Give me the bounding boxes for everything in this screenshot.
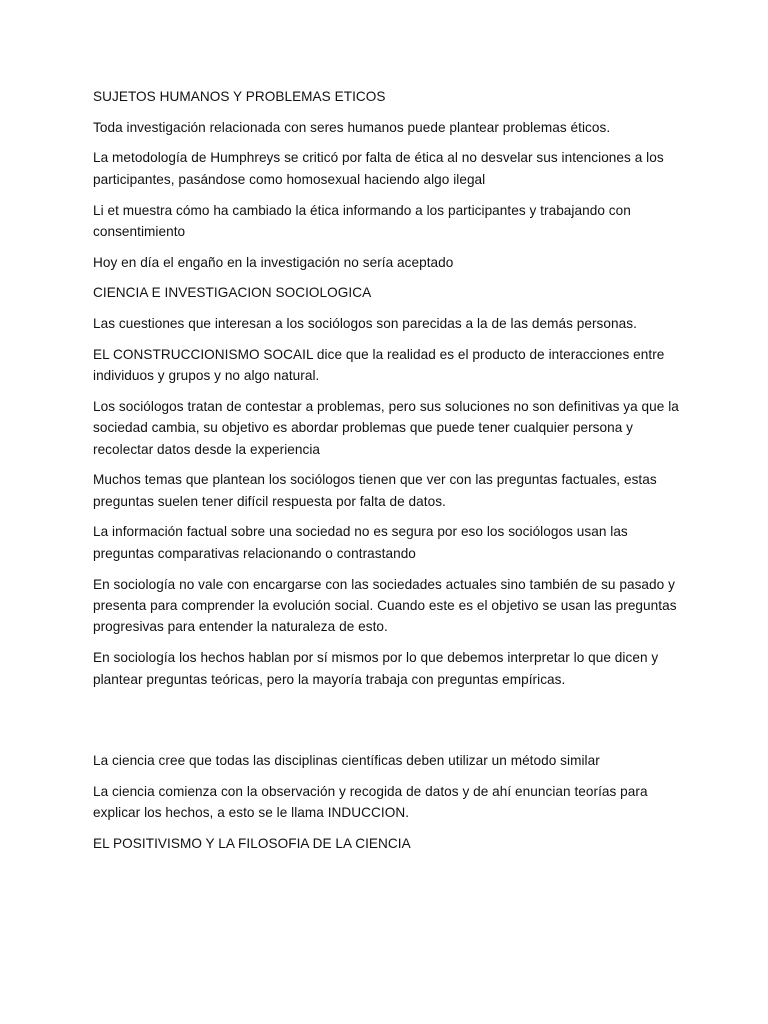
paragraph: Toda investigación relacionada con seres humanos puede plantear problemas éticos. xyxy=(93,119,611,135)
paragraph: Li et muestra cómo ha cambiado la ética informando a los participantes y trabajando con consentimiento xyxy=(93,202,631,239)
paragraph: EL CONSTRUCCIONISMO SOCAIL dice que la realidad es el producto de interacciones entre individuos y grupos y no algo natural. xyxy=(93,346,665,384)
heading-positivismo: EL POSITIVISMO Y LA FILOSOFIA DE LA CIENCIA xyxy=(93,835,411,851)
paragraph: Hoy en día el engaño en la investigación no sería aceptado xyxy=(93,254,454,270)
paragraph: La metodología de Humphreys se criticó por falta de ética al no desvelar sus intenciones a los participantes, pasándose como homosexual haciendo algo ilegal xyxy=(93,150,664,187)
paragraph: En sociología los hechos hablan por sí mismos por lo que debemos interpretar lo que dicen y plantear preguntas teóricas, pero la mayoría trabaja con preguntas empíricas. xyxy=(93,650,659,687)
heading-sujetos-humanos: SUJETOS HUMANOS Y PROBLEMAS ETICOS xyxy=(93,89,386,104)
paragraph: Los sociólogos tratan de contestar a problemas, pero sus soluciones no son definitivas ya que la sociedad cambia, su objetivo es abordar problemas que puede tener cualquier persona y recolectar datos desde la experiencia xyxy=(93,398,679,457)
paragraph: En sociología no vale con encargarse con las sociedades actuales sino también de su pasado y presenta para comprender la evolución social. Cuando este es el objetivo se usan las preguntas progresivas para entender la naturaleza de esto. xyxy=(93,576,677,635)
paragraph: La información factual sobre una sociedad no es segura por eso los sociólogos usan las preguntas comparativas relacionando o contrastando xyxy=(93,524,628,561)
heading-ciencia-investigacion: CIENCIA E INVESTIGACION SOCIOLOGICA xyxy=(93,285,372,301)
document-body xyxy=(93,86,683,863)
paragraph: La ciencia cree que todas las disciplinas científicas deben utilizar un método similar xyxy=(93,752,600,768)
paragraph: Muchos temas que plantean los sociólogos tienen que ver con las preguntas factuales, estas preguntas suelen tener difícil respuesta por falta de datos. xyxy=(93,472,657,509)
paragraph: Las cuestiones que interesan a los sociólogos son parecidas a la de las demás personas. xyxy=(93,316,637,332)
paragraph: La ciencia comienza con la observación y recogida de datos y de ahí enuncian teorías para explicar los hechos, a esto se le llama INDUCCION. xyxy=(93,783,648,821)
